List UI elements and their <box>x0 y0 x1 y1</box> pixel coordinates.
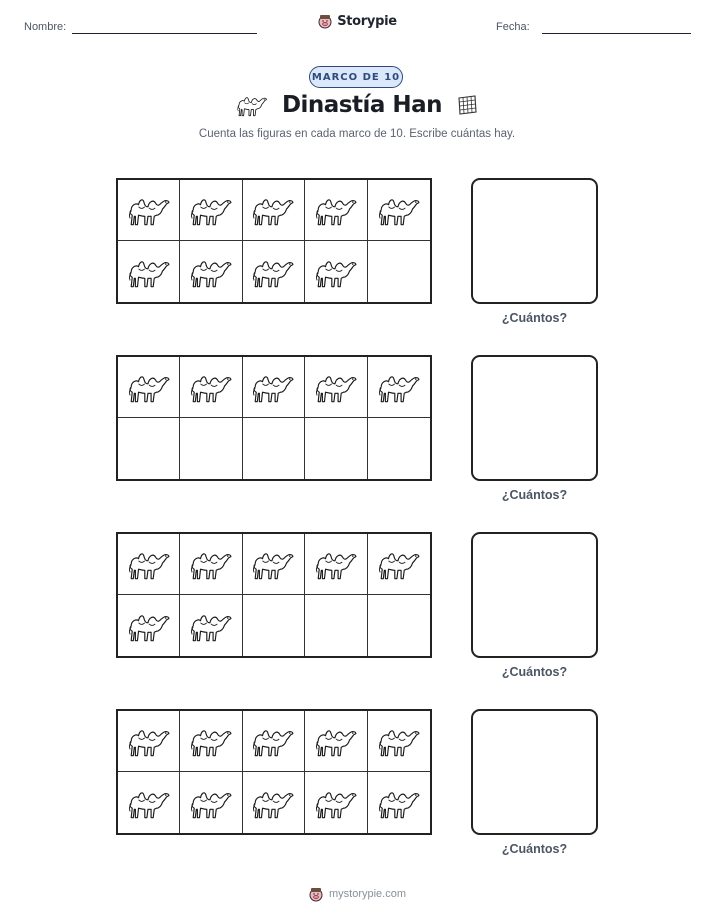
frame-cell <box>180 772 242 833</box>
frame-cell <box>368 241 430 302</box>
frame-cell <box>180 357 242 418</box>
how-many-label: ¿Cuántos? <box>501 488 568 502</box>
camel-icon <box>314 548 358 580</box>
frame-cell <box>243 534 305 595</box>
how-many-label: ¿Cuántos? <box>501 665 568 679</box>
answer-box-3[interactable] <box>471 532 598 658</box>
camel-icon <box>377 548 421 580</box>
frame-cell <box>180 418 242 479</box>
frame-cell <box>368 180 430 241</box>
frame-cell <box>368 357 430 418</box>
camel-icon <box>127 548 171 580</box>
page-title: Dinastía Han <box>281 92 443 118</box>
camel-icon <box>127 194 171 226</box>
camel-icon <box>189 787 233 819</box>
frame-cell <box>118 241 180 302</box>
worksheet-type-badge: MARCO DE 10 <box>309 66 403 88</box>
camel-icon <box>189 610 233 642</box>
frame-cell <box>118 357 180 418</box>
frame-cell <box>118 180 180 241</box>
frame-cell <box>243 180 305 241</box>
frame-cell <box>368 711 430 772</box>
date-field[interactable] <box>542 33 691 34</box>
camel-icon <box>251 787 295 819</box>
ten-frame-1 <box>116 178 432 304</box>
frame-cell <box>305 711 367 772</box>
camel-icon <box>236 93 268 117</box>
camel-icon <box>127 725 171 757</box>
frame-cell <box>118 772 180 833</box>
name-field[interactable] <box>72 33 257 34</box>
instructions: Cuenta las figuras en cada marco de 10. Escribe cuántas hay. <box>198 128 516 140</box>
answer-box-4[interactable] <box>471 709 598 835</box>
frame-cell <box>118 534 180 595</box>
frame-cell <box>243 711 305 772</box>
answer-box-2[interactable] <box>471 355 598 481</box>
camel-icon <box>251 194 295 226</box>
frame-cell <box>305 595 367 656</box>
camel-icon <box>251 725 295 757</box>
frame-cell <box>305 241 367 302</box>
ten-frame-3 <box>116 532 432 658</box>
camel-icon <box>314 194 358 226</box>
frame-cell <box>243 418 305 479</box>
camel-icon <box>189 194 233 226</box>
camel-icon <box>127 371 171 403</box>
frame-cell <box>305 357 367 418</box>
frame-cell <box>180 595 242 656</box>
frame-cell <box>368 418 430 479</box>
footer-url: mystorypie.com <box>328 888 407 900</box>
camel-icon <box>127 610 171 642</box>
camel-icon <box>189 548 233 580</box>
frame-cell <box>243 241 305 302</box>
frame-cell <box>243 357 305 418</box>
camel-icon <box>127 256 171 288</box>
frame-cell <box>180 241 242 302</box>
camel-icon <box>189 725 233 757</box>
frame-cell <box>243 595 305 656</box>
frame-cell <box>118 418 180 479</box>
frame-cell <box>305 534 367 595</box>
frame-cell <box>180 180 242 241</box>
camel-icon <box>377 194 421 226</box>
how-many-label: ¿Cuántos? <box>501 842 568 856</box>
frame-cell <box>305 180 367 241</box>
name-label: Nombre: <box>24 21 67 33</box>
camel-icon <box>314 725 358 757</box>
camel-icon <box>251 256 295 288</box>
footer <box>0 886 714 902</box>
pig-mascot-icon <box>308 886 324 902</box>
brand-name: Storypie <box>337 13 397 29</box>
frame-cell <box>118 711 180 772</box>
camel-icon <box>314 371 358 403</box>
ten-frame-4 <box>116 709 432 835</box>
camel-icon <box>251 371 295 403</box>
frame-cell <box>243 772 305 833</box>
frame-cell <box>180 534 242 595</box>
frame-cell <box>118 595 180 656</box>
camel-icon <box>189 371 233 403</box>
camel-icon <box>251 548 295 580</box>
brand-logo <box>0 13 714 29</box>
camel-icon <box>314 787 358 819</box>
camel-icon <box>377 725 421 757</box>
ten-frame-2 <box>116 355 432 481</box>
date-label: Fecha: <box>496 21 530 33</box>
camel-icon <box>189 256 233 288</box>
frame-cell <box>180 711 242 772</box>
title-row <box>0 92 714 118</box>
camel-icon <box>127 787 171 819</box>
pig-mascot-icon <box>317 13 333 29</box>
frame-cell <box>305 772 367 833</box>
how-many-label: ¿Cuántos? <box>501 311 568 325</box>
answer-box-1[interactable] <box>471 178 598 304</box>
frame-cell <box>305 418 367 479</box>
camel-icon <box>314 256 358 288</box>
camel-icon <box>377 787 421 819</box>
frame-cell <box>368 534 430 595</box>
silk-net-icon <box>456 94 478 116</box>
frame-cell <box>368 772 430 833</box>
frame-cell <box>368 595 430 656</box>
camel-icon <box>377 371 421 403</box>
